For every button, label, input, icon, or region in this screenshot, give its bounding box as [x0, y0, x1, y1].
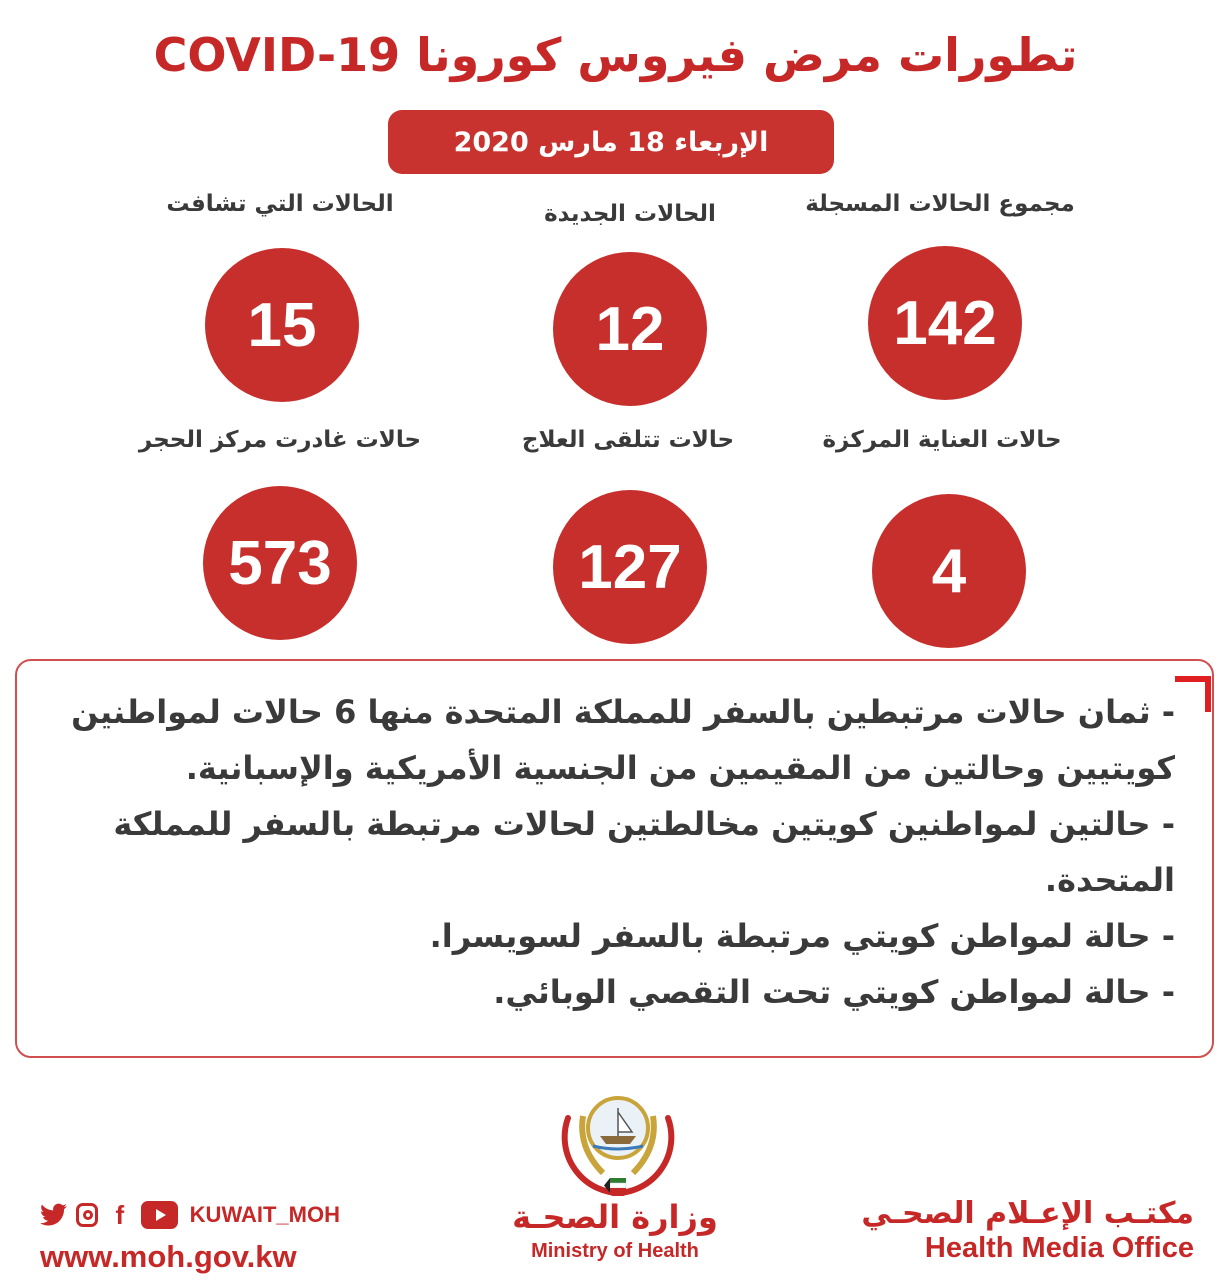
- ministry-name-en: Ministry of Health: [531, 1240, 699, 1262]
- corner-bracket-icon: [1175, 676, 1211, 712]
- ministry-emblem-icon: [548, 1078, 688, 1208]
- notes-list: [30, 684, 1175, 1020]
- stat-label-total-cases: مجموع الحالات المسجلة: [805, 191, 1075, 217]
- social-row: [40, 1195, 340, 1235]
- stat-label-icu: حالات العناية المركزة: [822, 427, 1062, 453]
- office-name-ar: مكتـب الإعـلام الصحـي: [861, 1196, 1194, 1231]
- note-item: - ثمان حالات مرتبطين بالسفر للمملكة المتحدة منها 6 حالات لمواطنين كويتيين وحالتين من المقيمين من الجنسية الأمريكية والإسبانية.: [71, 693, 1175, 787]
- page-title: تطورات مرض فيروس كورونا COVID-19: [153, 28, 1078, 82]
- stat-circle-left-quarantine: 573: [203, 486, 357, 640]
- footer-contact: [40, 1195, 340, 1275]
- stat-circle-new-cases: 12: [553, 252, 707, 406]
- note-item: - حالة لمواطن كويتي مرتبطة بالسفر لسويسرا.: [429, 917, 1175, 955]
- stat-circle-under-treatment: 127: [553, 490, 707, 644]
- stat-label-new-cases: الحالات الجديدة: [544, 201, 716, 227]
- stat-label-left-quarantine: حالات غادرت مركز الحجر: [138, 427, 422, 453]
- date-text: الإربعاء 18 مارس 2020: [453, 126, 769, 158]
- note-item: - حالة لمواطن كويتي تحت التقصي الوبائي.: [493, 973, 1175, 1011]
- date-badge: [388, 110, 834, 174]
- twitter-icon[interactable]: [40, 1200, 68, 1230]
- note-item: - حالتين لمواطنين كويتين مخالطتين لحالات مرتبطة بالسفر للمملكة المتحدة.: [113, 805, 1175, 899]
- website-link[interactable]: www.moh.gov.kw: [40, 1239, 297, 1274]
- office-name-en: Health Media Office: [924, 1232, 1194, 1264]
- facebook-icon[interactable]: f: [115, 1199, 125, 1230]
- stat-circle-recovered: 15: [205, 248, 359, 402]
- stat-circle-total-cases: 142: [868, 246, 1022, 400]
- social-handle[interactable]: KUWAIT_MOH: [189, 1202, 340, 1227]
- stat-circle-icu: 4: [872, 494, 1026, 648]
- ministry-name-ar: وزارة الصحـة: [512, 1198, 718, 1236]
- instagram-icon[interactable]: [76, 1203, 98, 1227]
- youtube-icon[interactable]: [141, 1201, 177, 1229]
- stat-label-recovered: الحالات التي تشافت: [166, 191, 394, 217]
- stat-label-under-treatment: حالات تتلقى العلاج: [521, 427, 735, 453]
